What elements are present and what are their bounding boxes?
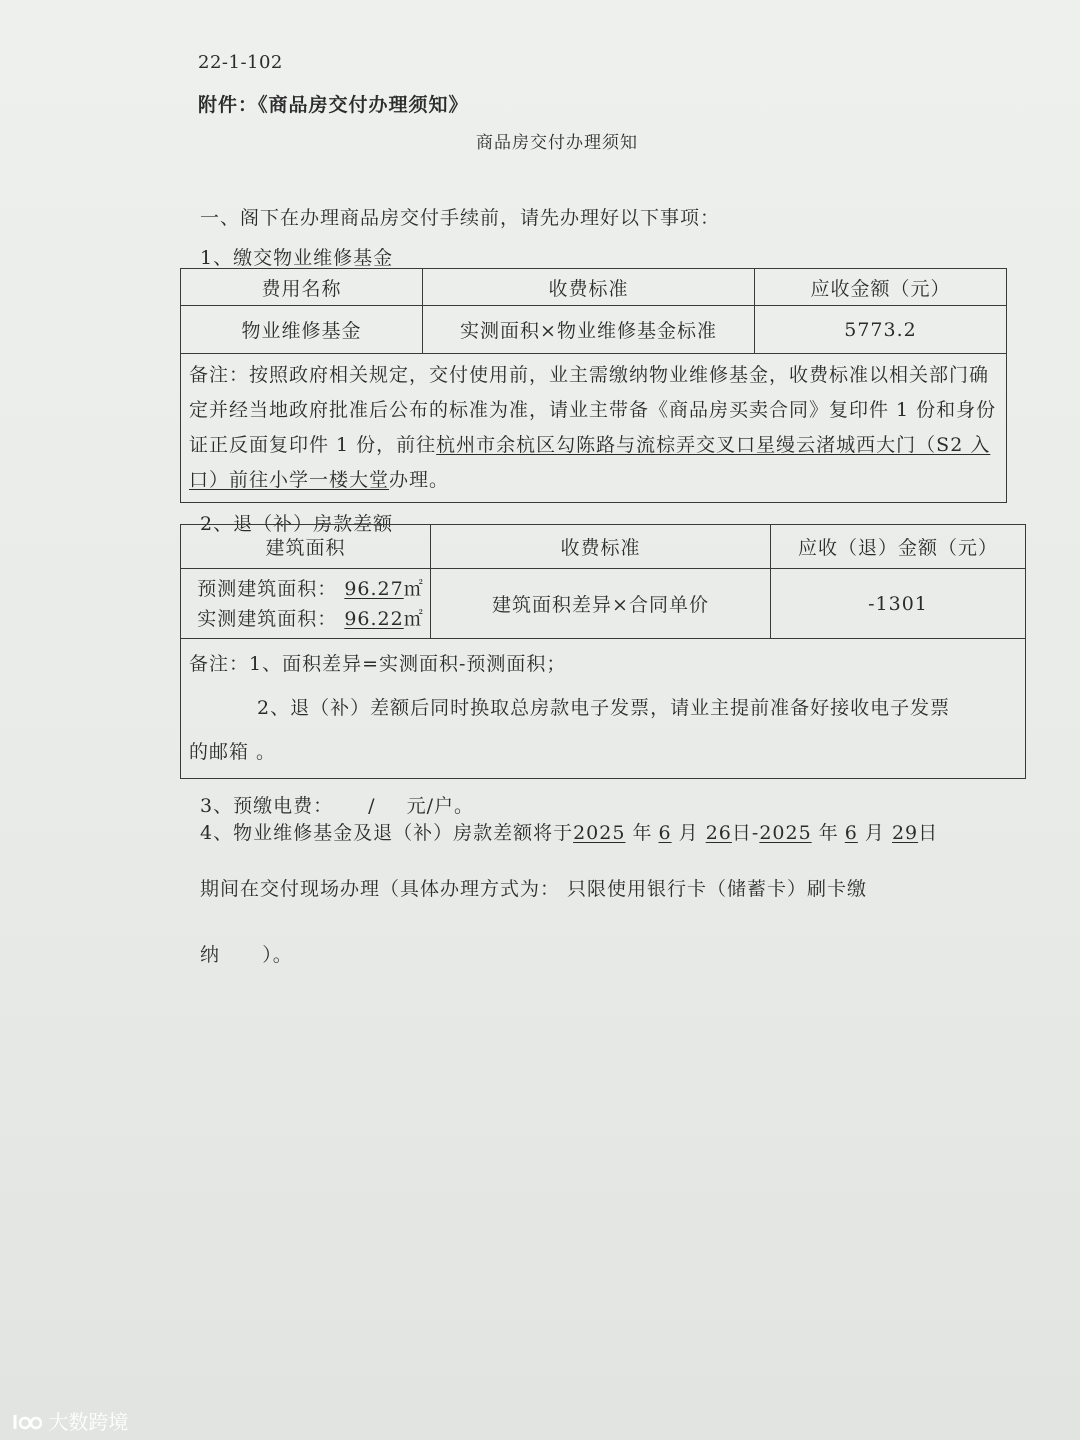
item4-day-char: 日- bbox=[731, 822, 760, 844]
item4-start-month: 6 bbox=[658, 822, 672, 844]
section2-title: 2、退（补）房款差额 bbox=[200, 513, 394, 535]
table1-note-suffix: 办理。 bbox=[389, 469, 450, 491]
document-code: 22-1-102 bbox=[198, 52, 283, 73]
watermark-text: 大数跨境 bbox=[48, 1410, 129, 1434]
table2-note bbox=[181, 639, 1026, 779]
table1-note bbox=[181, 354, 1007, 503]
brand-logo-icon bbox=[12, 1411, 42, 1433]
item3-value: / bbox=[368, 795, 376, 817]
item4-day-char-2: 日 bbox=[918, 822, 939, 844]
item4-month-char: 月 bbox=[678, 822, 699, 844]
table1-header-name: 费用名称 bbox=[181, 269, 423, 306]
item4-start-day: 26 bbox=[705, 822, 732, 844]
item4-line1 bbox=[200, 818, 938, 845]
actual-area-unit: ㎡ bbox=[403, 607, 424, 630]
table2-note-line3: 的邮箱 。 bbox=[189, 740, 277, 763]
item4-line2: 期间在交付现场办理（具体办理方式为： 只限使用银行卡（储蓄卡）刷卡缴 bbox=[200, 878, 868, 900]
table2-header-area: 建筑面积 bbox=[181, 525, 431, 569]
table1-note-prefix: 备注：按照政府相关规定，交付使用前，业主需缴纳物业维修基金，收费标准以相关部门确定并经当地政府批准后公布的标准为准，请业主带备《商品房买卖合同》复印件 1 份和身份证正反面复印件 1 份，前往 bbox=[189, 364, 997, 456]
predicted-area-label: 预测建筑面积： bbox=[197, 577, 338, 600]
item4-text: 4、物业维修基金及退（补）房款差额将于 bbox=[200, 822, 574, 844]
item3-suffix: 元/户。 bbox=[406, 795, 474, 817]
item4-end-month: 6 bbox=[844, 822, 858, 844]
price-difference-table bbox=[180, 524, 1026, 779]
maintenance-fund-table bbox=[180, 268, 1007, 503]
table2-note-line2: 2、退（补）差额后同时换取总房款电子发票，请业主提前准备好接收电子发票 bbox=[257, 696, 951, 719]
watermark bbox=[12, 1406, 128, 1435]
table1-note-location: 杭州市余杭区勾陈路与流棕弄交叉口星缦云渚城西大门（S2 入口）前往小学一楼大堂 bbox=[189, 434, 991, 491]
table1-cell-standard: 实测面积×物业维修基金标准 bbox=[423, 306, 755, 354]
item4-line3: 纳 ）。 bbox=[200, 944, 293, 966]
predicted-area bbox=[191, 574, 430, 604]
actual-area bbox=[191, 604, 430, 634]
section1-title: 1、缴交物业维修基金 bbox=[200, 247, 394, 269]
item3-prefix: 3、预缴电费： bbox=[200, 795, 334, 817]
table2-note-line1: 备注：1、面积差异=实测面积-预测面积； bbox=[189, 652, 567, 675]
document-title: 商品房交付办理须知 bbox=[476, 133, 638, 153]
item4-start-year: 2025 bbox=[573, 822, 626, 844]
table1-cell-amount: 5773.2 bbox=[755, 306, 1007, 354]
table1-header-amount: 应收金额（元） bbox=[755, 269, 1007, 306]
table1-header-standard: 收费标准 bbox=[423, 269, 755, 306]
item4-end-year: 2025 bbox=[759, 822, 812, 844]
item4-year-char: 年 bbox=[632, 822, 653, 844]
item4-month-char-2: 月 bbox=[864, 822, 885, 844]
intro-line: 一、阁下在办理商品房交付手续前，请先办理好以下事项： bbox=[200, 207, 721, 229]
item4-year-char-2: 年 bbox=[818, 822, 839, 844]
attachment-line: 附件：《商品房交付办理须知》 bbox=[198, 94, 469, 116]
table2-area-cell bbox=[181, 569, 431, 639]
predicted-area-value: 96.27 bbox=[344, 577, 404, 600]
item3-electricity bbox=[200, 791, 474, 818]
predicted-area-unit: ㎡ bbox=[403, 577, 424, 600]
actual-area-value: 96.22 bbox=[344, 607, 404, 630]
item4-end-day: 29 bbox=[891, 822, 919, 844]
table1-cell-name: 物业维修基金 bbox=[181, 306, 423, 354]
table2-header-standard: 收费标准 bbox=[431, 525, 771, 569]
table2-cell-standard: 建筑面积差异×合同单价 bbox=[431, 569, 771, 639]
actual-area-label: 实测建筑面积： bbox=[197, 607, 338, 630]
table2-header-amount: 应收（退）金额（元） bbox=[771, 525, 1026, 569]
table2-cell-amount: -1301 bbox=[771, 569, 1026, 639]
